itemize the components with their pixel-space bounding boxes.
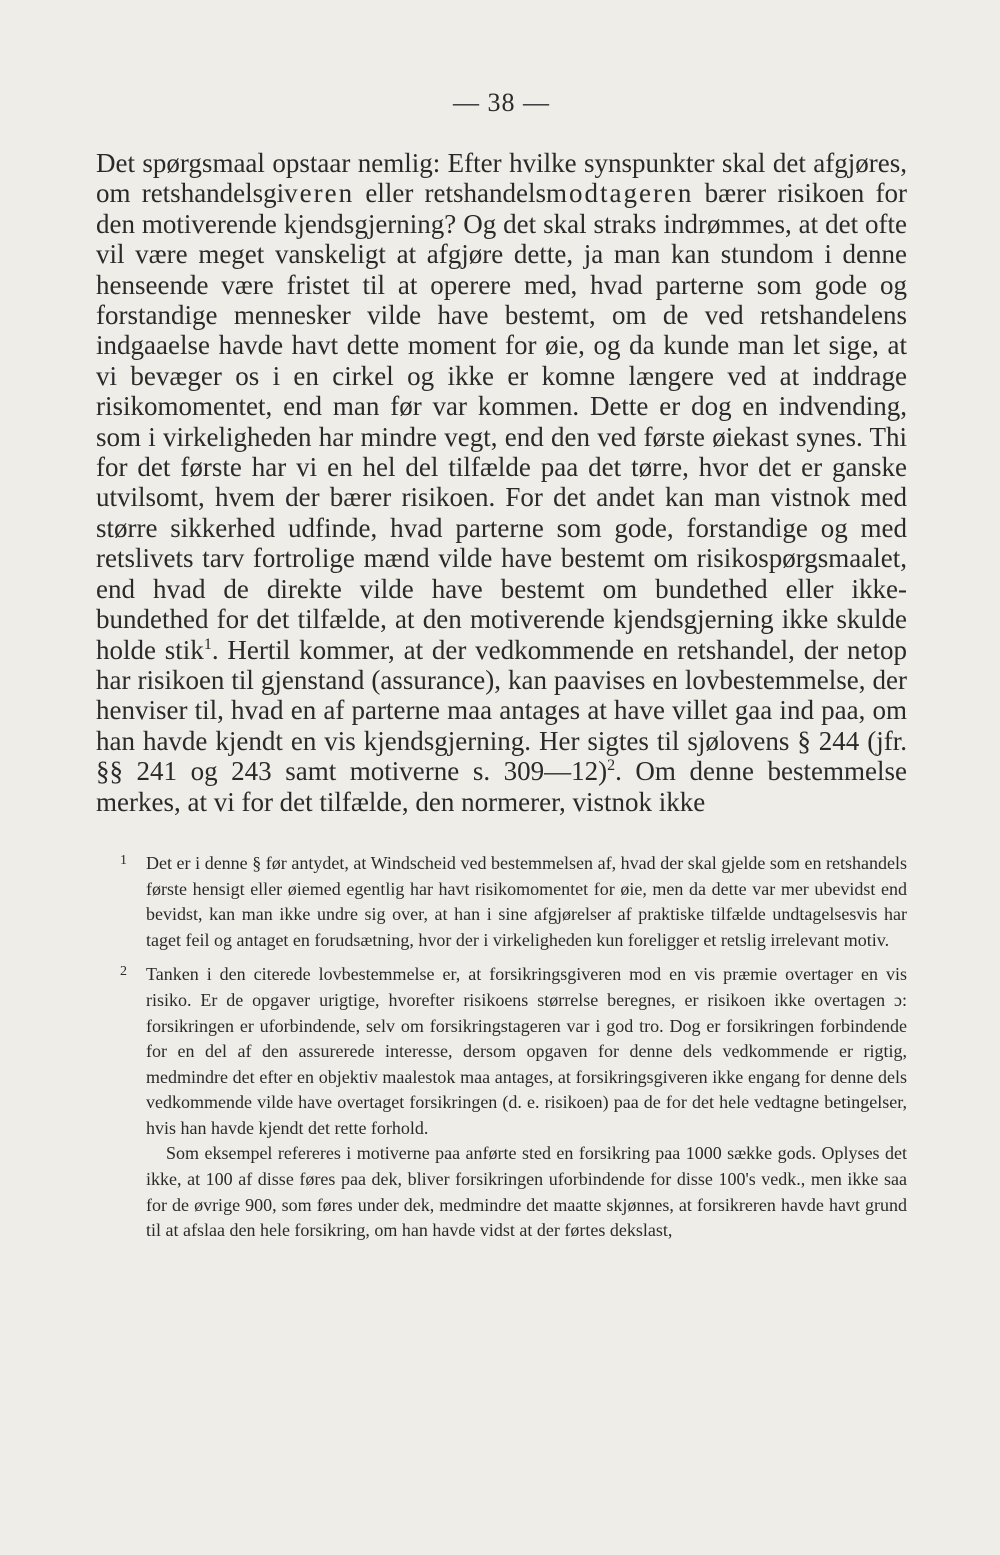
footnote-paragraph: Tanken i den citerede lovbestemmelse er, at forsikringsgiveren mod en vis præmie overtager en vis risiko. Er de opgaver urigtige, hvorefter risikoens størrelse beregnes, er risikoen ikke overtagen ɔ: forsikringen er uforbindende, selv om forsikringstageren var i god tro. Dog er forsikringen forbindende for en del af den assurerede interesse, dersom opgaven for denne dels vedkommende er rigtig, medmindre det efter en objektiv maalestok maa antages, at forsikringsgiveren ikke engang for denne dels vedkommende vilde have overtaget forsikringen (d. e. risikoen) paa de for det hele vedtagne betingelser, hvis han havde kjendt det rette forhold. bbox=[146, 964, 907, 1138]
footnote-paragraph-continued: Som eksempel refereres i motiverne paa anførte sted en forsikring paa 1000 sække gods. Oplyses det ikke, at 100 af disse føres paa dek, bliver forsikringen uforbindende for disse 100's vedk., men ikke saa for de øvrige 900, som føres under dek, medmindre det maatte skjønnes, at forsikreren havde havt grund til at afslaa den hele forsikring, om han havde vidst at der førtes dekslast, bbox=[146, 1143, 907, 1241]
body-text-part-2: eller retshandels bbox=[354, 178, 546, 209]
body-text-part-3: bærer risikoen for den motiverende kjendsgjerning? Og det skal straks indrømmes, at det ofte vil være meget vanskeligt at afgjøre dette, ja man kan stundom i denne henseende være fristet til at operere med, hvad parterne som gode og forstandige mennesker vilde have bestemt, om de ved retshandelens indgaaelse havde havt dette moment for øie, og da kunde man let sige, at vi bevæger os i en cirkel og ikke er komne længere ved at inddrage risikomomentet, end man før var kommen. Dette er dog en indvending, som i virkeligheden har mindre vegt, end den ved første øiekast synes. Thi for det første har vi en hel del tilfælde paa det tørre, hvor det er ganske utvilsomt, hvem der bærer risikoen. For det andet kan man vistnok med større sikkerhed udfinde, hvad parterne som gode, forstandige og med retslivets tarv fortrolige mænd vilde have bestemt om risikospørgsmaalet, end hvad de direkte vilde have bestemt om bundethed eller ikke-bundethed for det tilfælde, at den motiverende kjendsgjerning ikke skulde holde stik bbox=[96, 178, 907, 665]
body-text-part-5: . Om denne bestemmelse merkes, at vi for det tilfælde, den normerer, vistnok ikke bbox=[96, 756, 907, 817]
footnote-reference-2: 2 bbox=[607, 757, 616, 775]
main-paragraph bbox=[96, 148, 907, 817]
body-text-part-1: Det spørgsmaal opstaar nemlig: Efter hvilke synspunkter skal det afgjøres, om retshandelsgi bbox=[96, 148, 907, 209]
footnote-marker: 1 bbox=[120, 852, 127, 868]
footnotes-section bbox=[96, 851, 907, 1244]
body-text-spaced-1: veren bbox=[284, 178, 355, 209]
footnote-paragraph: Det er i denne § før antydet, at Windscheid ved bestemmelsen af, hvad der skal gjelde som en retshandels første hensigt eller øiemed egentlig har havt risikomomentet for øie, men da dette var mer ubevidst end bevidst, kan man ikke undre sig over, at han i sine afgjørelser af praktiske tilfælde undtagelsesvis har taget feil og antaget en forudsætning, hvor der i virkeligheden kun foreligger et retslig irrelevant motiv. bbox=[146, 852, 907, 950]
footnote-text bbox=[146, 851, 907, 953]
page-number: — 38 — bbox=[453, 88, 550, 117]
footnote-2 bbox=[96, 962, 907, 1244]
footnote-text bbox=[146, 962, 907, 1244]
body-text-part-4: . Hertil kommer, at der vedkommende en retshandel, der netop har risikoen til gjenstand (assurance), kan paavises en lovbestemmelse, der henviser til, hvad en af parterne maa antages at have villet gaa ind paa, om han havde kjendt en vis kjendsgjerning. Her sigtes til sjølovens § 244 (jfr. §§ 241 og 243 samt motiverne s. 309—12) bbox=[96, 634, 908, 787]
footnote-marker: 2 bbox=[120, 964, 127, 980]
footnote-reference-1: 1 bbox=[203, 635, 212, 653]
footnote-1 bbox=[96, 851, 907, 953]
body-text-spaced-2: modtageren bbox=[545, 178, 694, 209]
